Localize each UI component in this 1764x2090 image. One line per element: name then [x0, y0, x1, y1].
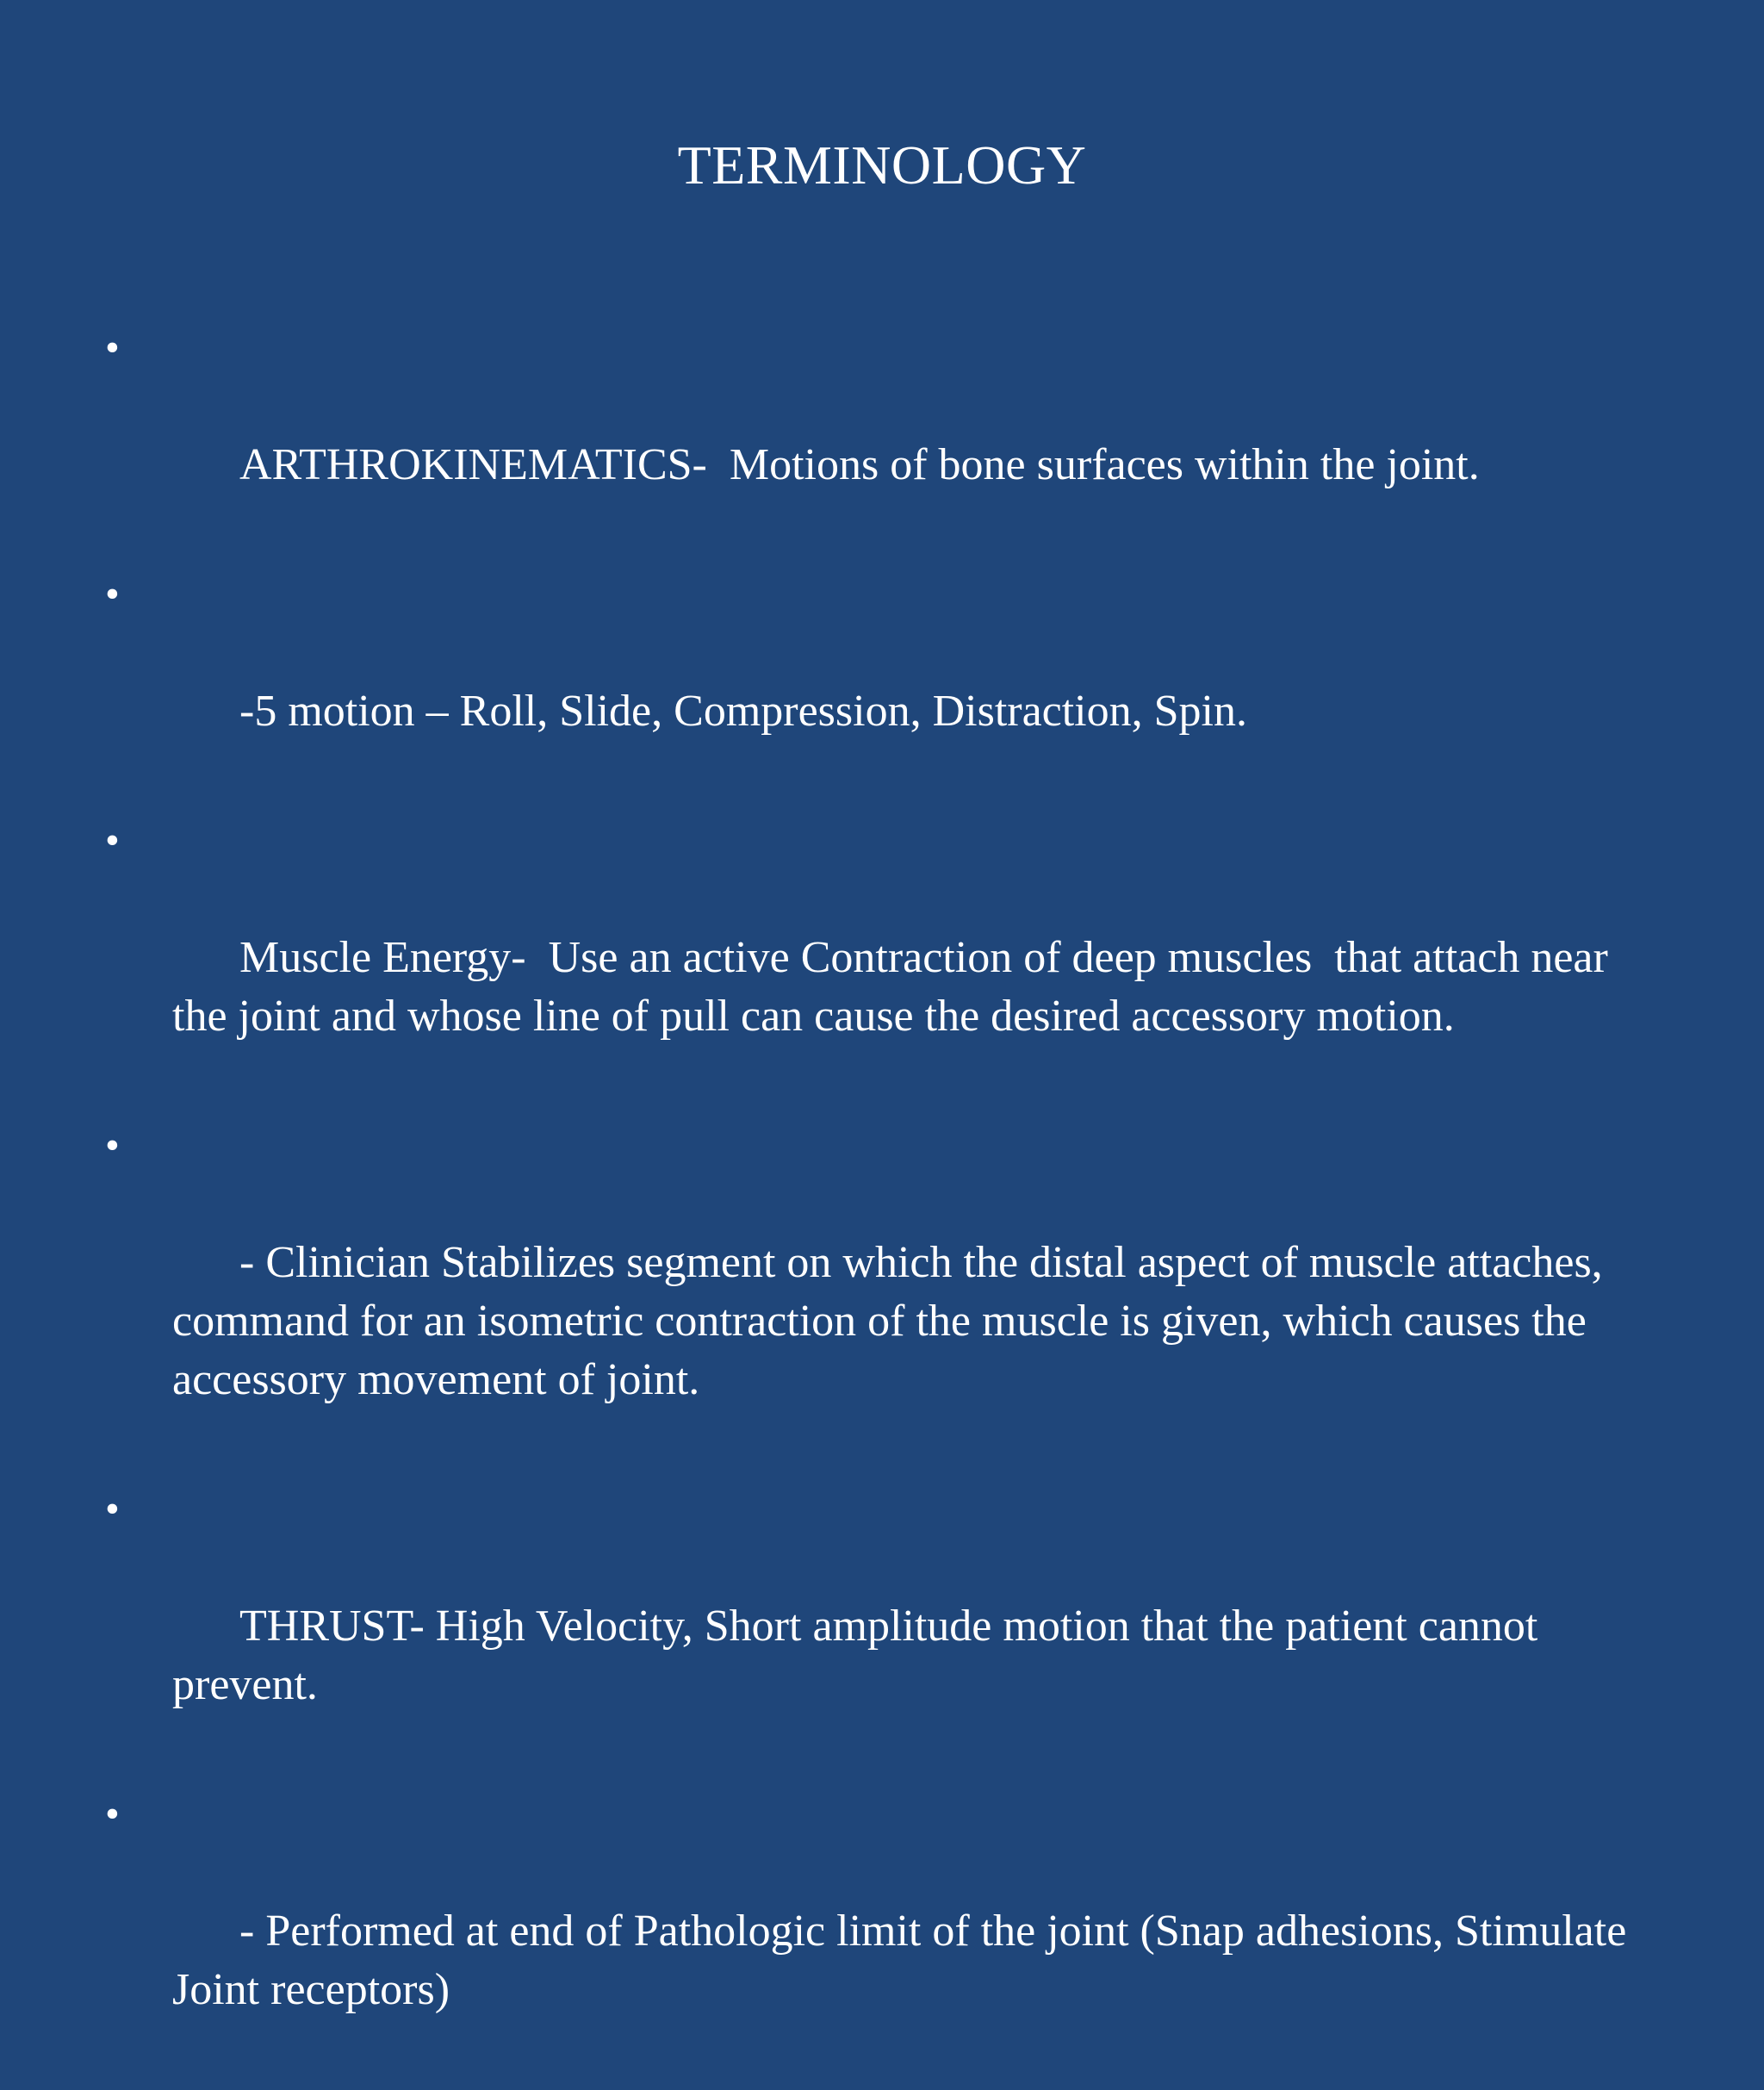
bullet-text: - Clinician Stabilizes segment on which the distal aspect of muscle attaches, command for an isometric contraction of the muscle is given, which causes the accessory movement of joint. — [172, 1238, 1614, 1404]
bullet-item — [102, 565, 1652, 799]
bullet-icon: • — [105, 1486, 120, 1532]
bullet-item — [102, 1785, 1652, 2078]
bullet-icon: • — [105, 571, 120, 617]
bullet-text: THRUST- High Velocity, Short amplitude motion that the patient cannot prevent. — [172, 1602, 1550, 1709]
bullet-item — [102, 1117, 1652, 1468]
bullet-text: Muscle Energy- Use an active Contraction of deep muscles that attach near the joint and whose line of pull can cause the desired accessory motion. — [172, 933, 1619, 1041]
bullet-item — [102, 319, 1652, 553]
bullet-item — [102, 812, 1652, 1104]
bullet-icon: • — [105, 1791, 120, 1837]
bullet-text: ARTHROKINEMATICS- Motions of bone surfaces within the joint. — [239, 440, 1480, 489]
bullet-icon: • — [105, 325, 120, 370]
bullet-icon: • — [105, 818, 120, 863]
bullet-text: -5 motion – Roll, Slide, Compression, Distraction, Spin. — [239, 687, 1247, 736]
bullet-list — [102, 319, 1652, 2090]
bullet-icon: • — [105, 1123, 120, 1168]
bullet-item — [102, 1480, 1652, 1773]
slide-title: TERMINOLOGY — [677, 134, 1087, 196]
bullet-text: - Performed at end of Pathologic limit of the joint (Snap adhesions, Stimulate Joint receptors) — [172, 1907, 1638, 2014]
